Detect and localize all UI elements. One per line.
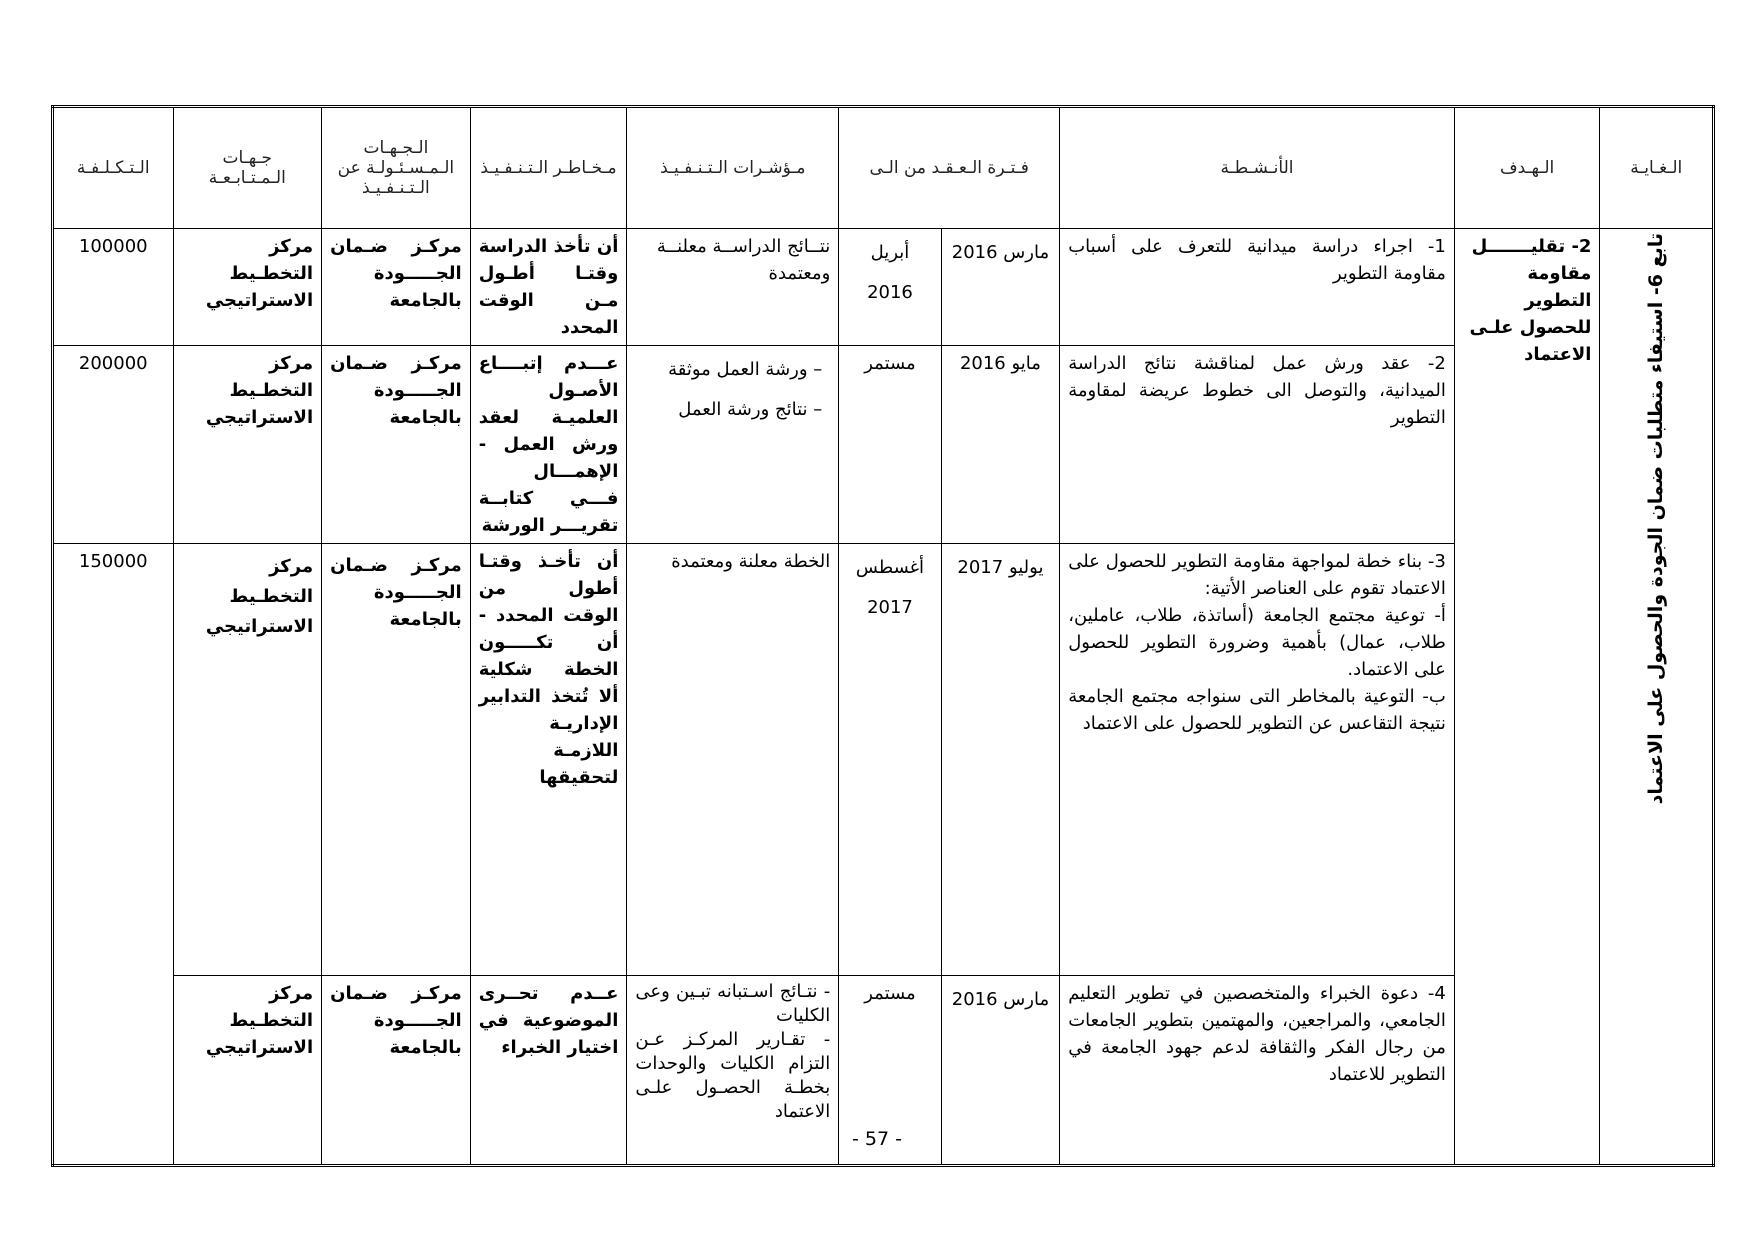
indicators-cell: نتــائج الدراســة معلنــة ومعتمدة xyxy=(627,229,839,346)
activity-cell: 1- اجراء دراسة ميدانية للتعرف على أسباب مقاومة التطوير xyxy=(1060,229,1455,346)
aim-cell xyxy=(1600,229,1714,1166)
period-to-cell: مستمر xyxy=(839,976,941,1166)
risks-cell: عــدم تحــرى الموضوعية في اختيار الخبراء xyxy=(470,976,627,1166)
header-row xyxy=(53,107,1714,229)
period-from-cell: يوليو 2017 xyxy=(941,544,1060,976)
responsible-cell: مركـز ضـمان الجـــــودة بالجامعة xyxy=(322,544,471,976)
header-goal: الـهـدف xyxy=(1454,107,1600,229)
period-from-cell: مايو 2016 xyxy=(941,346,1060,544)
page-number: - 57 - xyxy=(852,1128,902,1150)
header-followup: جـهـات الـمـتـابـعـة xyxy=(173,107,322,229)
cost-cell: 200000 xyxy=(53,346,174,544)
header-aim: الـغـايـة xyxy=(1600,107,1714,229)
risks-cell: عـــدم إتبــــاع الأصـول العلميـة لعقد ورش العمل - الإهمـــال فـــي كتابــة تقريـــر الورشة xyxy=(470,346,627,544)
header-cost: الـتـكـلـفـة xyxy=(53,107,174,229)
cost-cell: 150000 xyxy=(53,544,174,1166)
responsible-cell: مركـز ضـمان الجـــــودة بالجامعة xyxy=(322,976,471,1166)
indicators-cell: – ورشة العمل موثقة – نتائج ورشة العمل xyxy=(627,346,839,544)
plan-table xyxy=(51,105,1715,1167)
activity-cell: 2- عقد ورش عمل لمناقشة نتائج الدراسة الميدانية، والتوصل الى خطوط عريضة لمقاومة التطوير xyxy=(1060,346,1455,544)
period-from-cell: مارس 2016 xyxy=(941,229,1060,346)
goal-cell: 2- تقليـــــــل مقاومة التطوير للحصول علـى الاعتماد xyxy=(1454,229,1600,1166)
header-risks: مـخـاطـر الـتـنـفـيـذ xyxy=(470,107,627,229)
responsible-cell: مركـز ضـمان الجـــــودة بالجامعة xyxy=(322,229,471,346)
activity-cell: 4- دعوة الخبراء والمتخصصين في تطوير التعليم الجامعي، والمراجعين، والمهتمين بتطوير الجامعات من رجال الفكر والثقافة لدعم جهود الجامعة في التطوير للاعتماد xyxy=(1060,976,1455,1166)
header-activities: الأنـشـطـة xyxy=(1060,107,1455,229)
followup-cell: مركز التخطـيط الاستراتيجي xyxy=(173,544,322,976)
risks-cell: أن تأخـذ وقتـا أطول من الوقت المحدد - أن تكـــــون الخطة شكلية ألا تُتخذ التدابير الإداريـة اللازمـة لتحقيقها xyxy=(470,544,627,976)
followup-cell: مركز التخطـيط الاستراتيجي xyxy=(173,346,322,544)
period-to-cell: أبريل 2016 xyxy=(839,229,941,346)
table-row xyxy=(53,229,1714,346)
indicators-cell: الخطة معلنة ومعتمدة xyxy=(627,544,839,976)
header-period: فـتـرة الـعـقـد من الـى xyxy=(839,107,1060,229)
followup-cell: مركز التخطـيط الاستراتيجي xyxy=(173,229,322,346)
indicators-cell: - نتـائج اسـتبانه تبـين وعى الكليات - تقـارير المركـز عـن التزام الكليات والوحدات بخطـة الحصـول علـى الاعتماد xyxy=(627,976,839,1166)
header-indicators: مـؤشـرات الـتـنـفـيـذ xyxy=(627,107,839,229)
risks-cell: أن تأخذ الدراسة وقتـا أطـول مـن الوقت المحدد xyxy=(470,229,627,346)
header-responsible: الـجـهـات الـمـسـئـولـة عن الـتـنـفـيـذ xyxy=(322,107,471,229)
period-from-cell: مارس 2016 xyxy=(941,976,1060,1166)
followup-cell: مركز التخطـيط الاستراتيجي xyxy=(173,976,322,1166)
period-to-cell: مستمر xyxy=(839,346,941,544)
cost-cell: 100000 xyxy=(53,229,174,346)
period-to-cell: أغسطس 2017 xyxy=(839,544,941,976)
aim-text: تابع 6- استيفاء متطلبات ضمان الجودة والحصول على الاعتماد xyxy=(1644,233,1667,805)
responsible-cell: مركـز ضـمان الجـــــودة بالجامعة xyxy=(322,346,471,544)
activity-cell: 3- بناء خطة لمواجهة مقاومة التطوير للحصول على الاعتماد تقوم على العناصر الأتية: أ- توعية مجتمع الجامعة (أساتذة، طلاب، عاملين، طلاب، عمال) بأهمية وضرورة التطوير للحصول على الاعتماد. ب- التوعية بالمخاطر التى سنواجه مجتمع الجامعة نتيجة التقاعس عن التطوير للحصول على الاعتماد xyxy=(1060,544,1455,976)
